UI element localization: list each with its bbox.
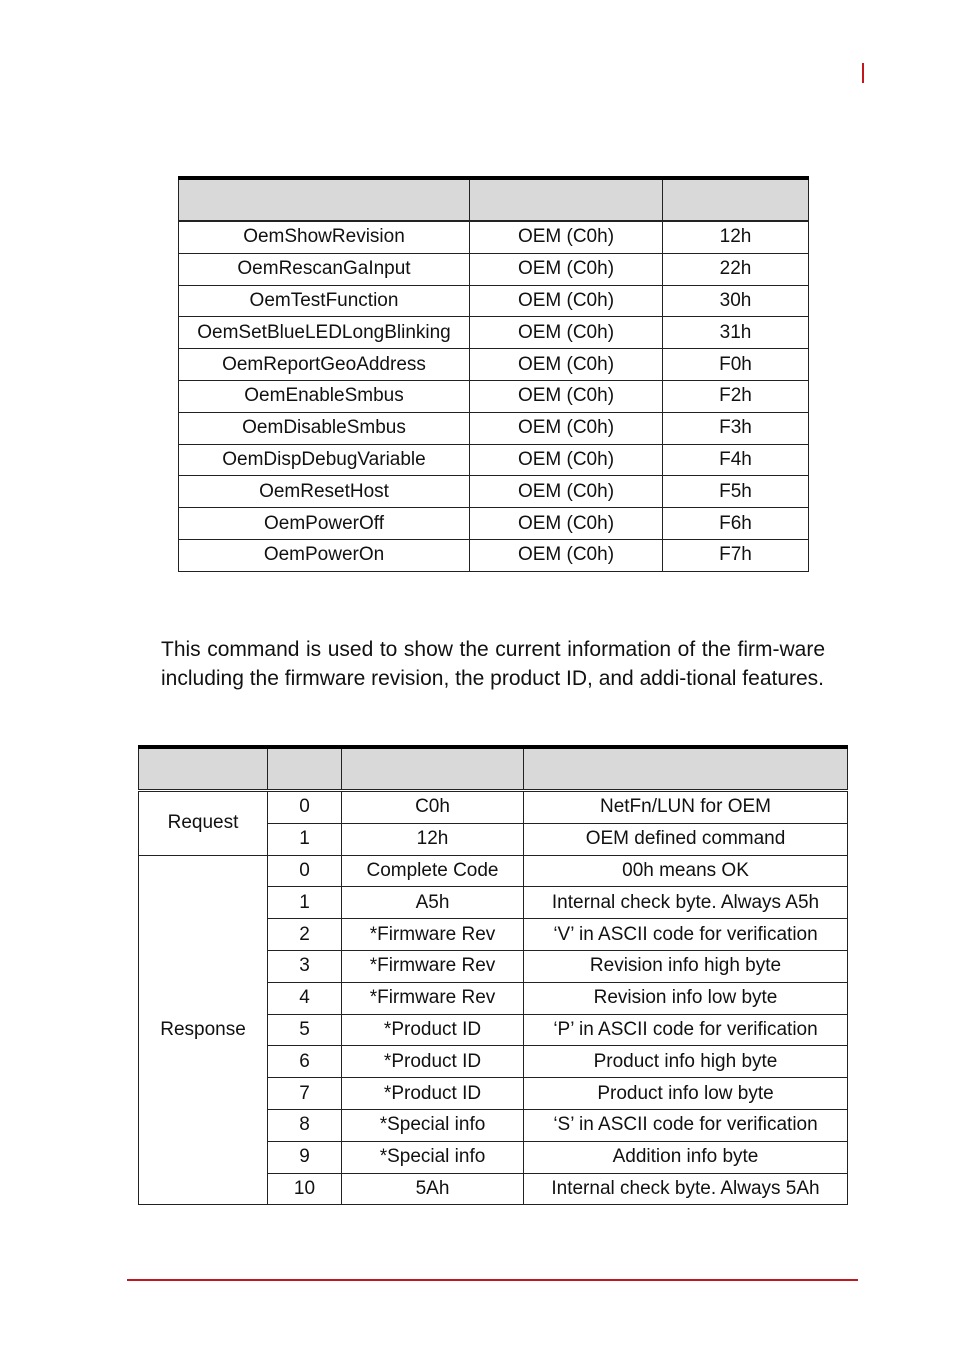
table-cell: A5h xyxy=(342,887,524,919)
command-description: This command is used to show the current information of the firm-ware including the firmware revision, the product ID, and addi-tional features. xyxy=(161,638,825,690)
table-row xyxy=(179,508,809,540)
table-cell: 1 xyxy=(268,887,342,919)
table-cell: OemSetBlueLEDLongBlinking xyxy=(179,317,470,349)
table-cell: OemPowerOff xyxy=(179,508,470,540)
table-cell: OemDispDebugVariable xyxy=(179,444,470,476)
table-cell: OemReportGeoAddress xyxy=(179,349,470,381)
table-cell: 31h xyxy=(663,317,809,349)
table-cell: NetFn/LUN for OEM xyxy=(524,791,848,824)
table-cell: 2 xyxy=(268,919,342,951)
table-cell: 4 xyxy=(268,982,342,1014)
table-cell: OEM (C0h) xyxy=(470,380,663,412)
table-cell: Revision info high byte xyxy=(524,950,848,982)
group-label-cell: Request xyxy=(139,791,268,856)
table-row xyxy=(179,476,809,508)
table-cell: OEM (C0h) xyxy=(470,539,663,571)
table-cell: 12h xyxy=(342,823,524,855)
table-cell: 0 xyxy=(268,791,342,824)
table-cell: OEM (C0h) xyxy=(470,508,663,540)
table-cell: OemResetHost xyxy=(179,476,470,508)
table-cell: *Firmware Rev xyxy=(342,919,524,951)
table-cell: 00h means OK xyxy=(524,855,848,887)
header-cell xyxy=(470,178,663,221)
table-cell: *Product ID xyxy=(342,1046,524,1078)
table-header-row xyxy=(179,178,809,221)
table-row xyxy=(179,317,809,349)
table-cell: ‘V’ in ASCII code for verification xyxy=(524,919,848,951)
table-row xyxy=(179,539,809,571)
table-row xyxy=(179,412,809,444)
table-row xyxy=(139,791,848,824)
table-cell: 12h xyxy=(663,221,809,253)
table-cell: F0h xyxy=(663,349,809,381)
table-cell: OEM defined command xyxy=(524,823,848,855)
table-cell: 1 xyxy=(268,823,342,855)
table-cell: *Special info xyxy=(342,1109,524,1141)
table-cell: ‘P’ in ASCII code for verification xyxy=(524,1014,848,1046)
table-row xyxy=(179,349,809,381)
oem-command-table xyxy=(178,176,809,572)
table-cell: *Firmware Rev xyxy=(342,950,524,982)
table-cell: F5h xyxy=(663,476,809,508)
header-cell xyxy=(342,747,524,791)
table-cell: OemPowerOn xyxy=(179,539,470,571)
table-row xyxy=(139,855,848,887)
table-cell: 9 xyxy=(268,1141,342,1173)
table-cell: 10 xyxy=(268,1173,342,1205)
table-cell: *Special info xyxy=(342,1141,524,1173)
table-cell: OemTestFunction xyxy=(179,285,470,317)
table-cell: OEM (C0h) xyxy=(470,221,663,253)
table-cell: 5 xyxy=(268,1014,342,1046)
table-cell: OemDisableSmbus xyxy=(179,412,470,444)
table-cell: Revision info low byte xyxy=(524,982,848,1014)
header-cell xyxy=(524,747,848,791)
table-cell: OemRescanGaInput xyxy=(179,253,470,285)
table-cell: *Product ID xyxy=(342,1078,524,1110)
footer-rule xyxy=(127,1279,858,1281)
table-cell: OemEnableSmbus xyxy=(179,380,470,412)
table-row xyxy=(179,380,809,412)
table-cell: *Product ID xyxy=(342,1014,524,1046)
table-cell: ‘S’ in ASCII code for verification xyxy=(524,1109,848,1141)
table-cell: 0 xyxy=(268,855,342,887)
table-row xyxy=(179,253,809,285)
table-cell: Internal check byte. Always A5h xyxy=(524,887,848,919)
table-cell: F3h xyxy=(663,412,809,444)
table-cell: OEM (C0h) xyxy=(470,349,663,381)
table-cell: 22h xyxy=(663,253,809,285)
table-cell: 8 xyxy=(268,1109,342,1141)
table-cell: OEM (C0h) xyxy=(470,444,663,476)
table-cell: F4h xyxy=(663,444,809,476)
table-cell: Product info high byte xyxy=(524,1046,848,1078)
table-header-row xyxy=(139,747,848,791)
table-cell: F7h xyxy=(663,539,809,571)
table-cell: *Firmware Rev xyxy=(342,982,524,1014)
table-cell: 6 xyxy=(268,1046,342,1078)
show-revision-table xyxy=(138,745,848,1205)
table-cell: Internal check byte. Always 5Ah xyxy=(524,1173,848,1205)
table-cell: 5Ah xyxy=(342,1173,524,1205)
table-cell: F6h xyxy=(663,508,809,540)
group-label-cell: Response xyxy=(139,855,268,1205)
table-cell: F2h xyxy=(663,380,809,412)
header-cell xyxy=(139,747,268,791)
table-cell: 7 xyxy=(268,1078,342,1110)
table-cell: C0h xyxy=(342,791,524,824)
table-cell: OEM (C0h) xyxy=(470,476,663,508)
table-cell: OEM (C0h) xyxy=(470,285,663,317)
page-margin-marker xyxy=(862,63,864,83)
header-cell xyxy=(268,747,342,791)
header-cell xyxy=(663,178,809,221)
table-cell: OemShowRevision xyxy=(179,221,470,253)
header-cell xyxy=(179,178,470,221)
table-cell: OEM (C0h) xyxy=(470,253,663,285)
table-row xyxy=(179,444,809,476)
table-cell: 3 xyxy=(268,950,342,982)
table-cell: 30h xyxy=(663,285,809,317)
table-cell: Complete Code xyxy=(342,855,524,887)
table-cell: OEM (C0h) xyxy=(470,412,663,444)
table-cell: Addition info byte xyxy=(524,1141,848,1173)
table-cell: OEM (C0h) xyxy=(470,317,663,349)
table-row xyxy=(179,285,809,317)
table-cell: Product info low byte xyxy=(524,1078,848,1110)
table-row xyxy=(179,221,809,253)
